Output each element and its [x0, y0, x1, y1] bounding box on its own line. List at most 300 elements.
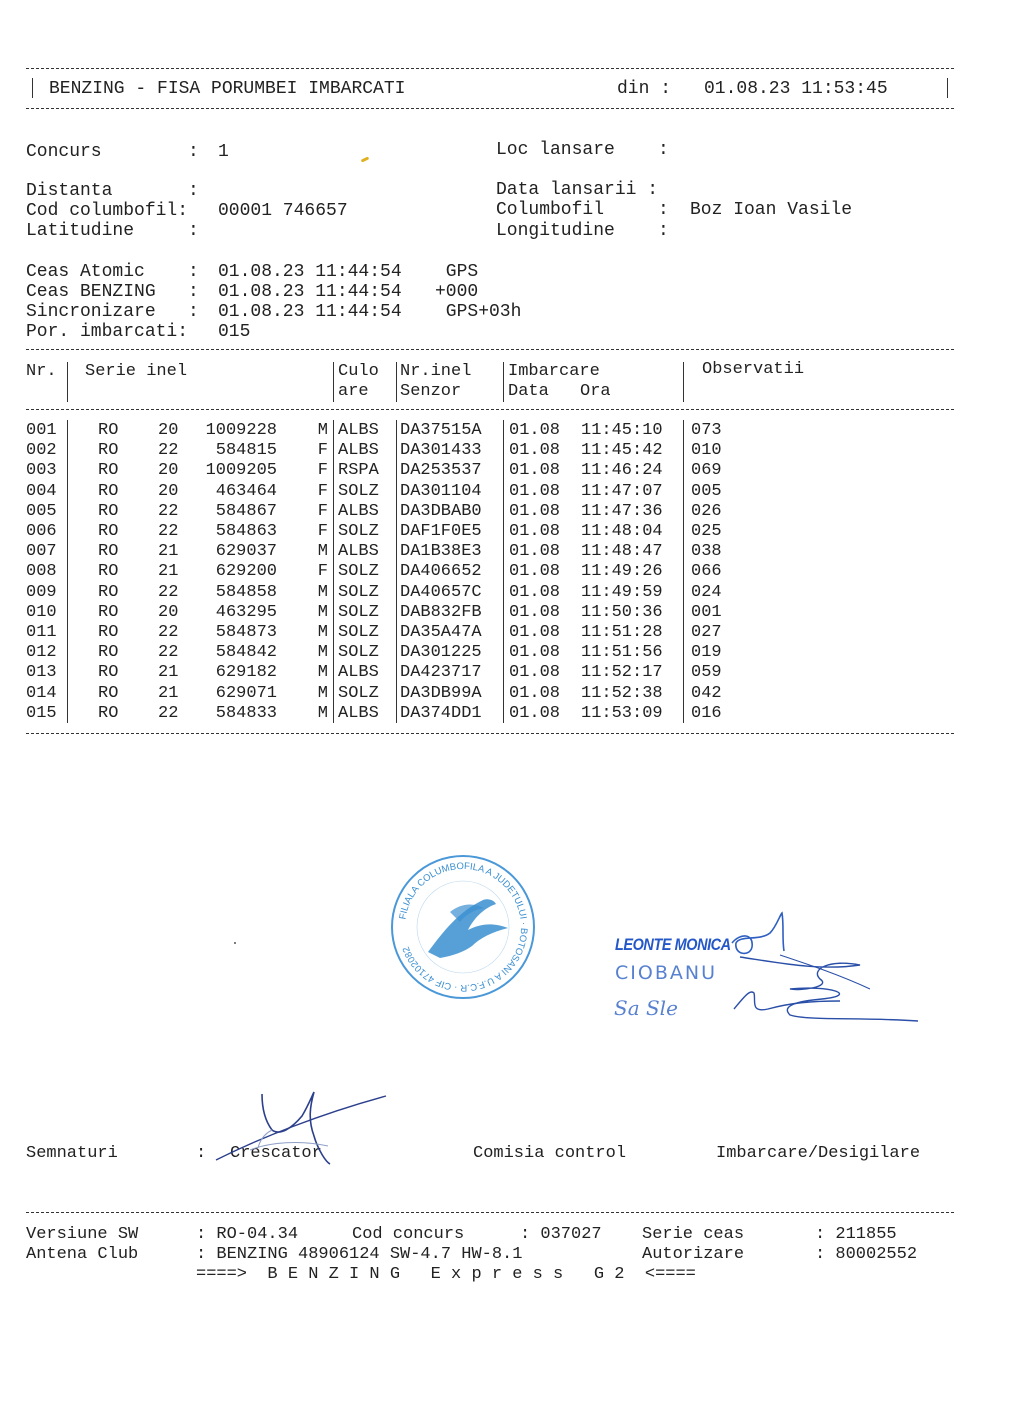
cell-culoare: ALBS: [338, 663, 379, 683]
distanta-label: Distanta :: [26, 181, 199, 201]
column-divider: [503, 622, 504, 643]
cell-sex: M: [317, 663, 328, 683]
cell-an: 22: [158, 501, 179, 521]
sincronizare-suffix: GPS+03h: [435, 302, 522, 322]
cell-senzor: DA37515A: [400, 421, 482, 440]
cell-tara: RO: [98, 522, 119, 541]
column-divider: [333, 521, 334, 542]
header-divider: [67, 362, 68, 402]
cell-obs: 001: [691, 602, 722, 622]
concurs-value: 1: [218, 142, 229, 162]
column-divider: [67, 521, 68, 542]
cell-obs: 010: [691, 441, 722, 461]
cell-inel: 584842: [215, 643, 277, 663]
cell-tara: RO: [98, 501, 119, 521]
col-header-imbarcare: Imbarcare: [508, 362, 600, 381]
cell-sex: F: [317, 562, 328, 582]
column-divider: [683, 642, 684, 663]
cell-an: 20: [158, 602, 179, 622]
column-divider: [333, 561, 334, 582]
concurs-label: Concurs :: [26, 142, 199, 162]
cell-obs: 027: [691, 623, 722, 642]
table-header-rule: [26, 409, 954, 410]
cell-data: 01.08: [509, 522, 561, 541]
cod-columbofil-value: 00001 746657: [218, 201, 348, 221]
cell-obs: 019: [691, 643, 722, 663]
column-divider: [503, 561, 504, 582]
column-divider: [683, 622, 684, 643]
column-divider: [503, 602, 504, 623]
cell-inel: 629200: [215, 562, 277, 582]
antena-club-label: Antena Club: [26, 1245, 139, 1264]
ceas-benzing-value: 01.08.23 11:44:54: [218, 282, 402, 302]
cell-tara: RO: [98, 441, 119, 461]
cell-data: 01.08: [509, 441, 561, 461]
cell-obs: 069: [691, 461, 722, 481]
cell-senzor: DA301225: [400, 643, 482, 663]
column-divider: [683, 460, 684, 481]
cell-nr: 001: [26, 421, 57, 440]
cell-culoare: RSPA: [338, 461, 379, 481]
column-divider: [683, 481, 684, 502]
header-left-border: [32, 78, 33, 98]
column-divider: [67, 703, 68, 724]
cell-sex: M: [317, 582, 328, 602]
cell-tara: RO: [98, 623, 119, 642]
versiune-sw-value: : RO-04.34: [196, 1225, 299, 1244]
column-divider: [503, 541, 504, 562]
columbofil-value: Boz Ioan Vasile: [690, 200, 853, 220]
column-divider: [67, 622, 68, 643]
cell-nr: 006: [26, 522, 57, 541]
cell-data: 01.08: [509, 703, 561, 723]
column-divider: [67, 582, 68, 603]
cell-culoare: SOLZ: [338, 602, 379, 622]
column-divider: [683, 683, 684, 704]
column-divider: [503, 662, 504, 683]
column-divider: [333, 460, 334, 481]
crescator-signature: [210, 1088, 390, 1168]
ceas-benzing-label: Ceas BENZING :: [26, 282, 199, 302]
cell-data: 01.08: [509, 562, 561, 582]
column-divider: [503, 420, 504, 441]
column-divider: [503, 642, 504, 663]
column-divider: [683, 541, 684, 562]
footer-top-rule: [26, 1212, 954, 1213]
cell-data: 01.08: [509, 461, 561, 481]
cell-tara: RO: [98, 542, 119, 562]
commission-signature-scribble: [720, 905, 930, 1030]
imbarcare-desigilare-label: Imbarcare/Desigilare: [716, 1144, 921, 1163]
latitudine-label: Latitudine :: [26, 221, 199, 241]
cell-culoare: ALBS: [338, 421, 379, 440]
header-right-border: [947, 78, 948, 98]
cell-senzor: DA301104: [400, 481, 482, 501]
cell-obs: 059: [691, 663, 722, 683]
cell-tara: RO: [98, 582, 119, 602]
ceas-atomic-label: Ceas Atomic :: [26, 262, 199, 282]
commission-name-stamp: LEONTE MONICA: [615, 935, 731, 954]
cell-sex: M: [317, 683, 328, 703]
cell-senzor: DA406652: [400, 562, 482, 582]
cell-an: 21: [158, 683, 179, 703]
column-divider: [67, 561, 68, 582]
column-divider: [333, 683, 334, 704]
cell-senzor: DA423717: [400, 663, 482, 683]
column-divider: [67, 642, 68, 663]
column-divider: [683, 662, 684, 683]
cell-obs: 038: [691, 542, 722, 562]
sincronizare-label: Sincronizare :: [26, 302, 199, 322]
cell-an: 22: [158, 643, 179, 663]
cell-ora: 11:46:24: [581, 461, 663, 481]
column-divider: [67, 683, 68, 704]
column-divider: [333, 481, 334, 502]
cell-ora: 11:50:36: [581, 602, 663, 622]
sincronizare-value: 01.08.23 11:44:54: [218, 302, 402, 322]
cell-tara: RO: [98, 703, 119, 723]
cell-obs: 066: [691, 562, 722, 582]
cell-an: 20: [158, 461, 179, 481]
cell-culoare: SOLZ: [338, 582, 379, 602]
column-divider: [396, 703, 397, 724]
column-divider: [396, 602, 397, 623]
column-divider: [683, 602, 684, 623]
cell-an: 22: [158, 582, 179, 602]
semnaturi-label: Semnaturi: [26, 1144, 118, 1163]
cell-culoare: SOLZ: [338, 683, 379, 703]
cell-tara: RO: [98, 421, 119, 440]
table-top-rule: [26, 349, 954, 350]
cell-sex: F: [317, 501, 328, 521]
cell-data: 01.08: [509, 481, 561, 501]
cell-tara: RO: [98, 602, 119, 622]
cell-obs: 024: [691, 582, 722, 602]
column-divider: [396, 642, 397, 663]
handwritten-name-1: CIOBANU: [615, 962, 717, 984]
cell-nr: 004: [26, 481, 57, 501]
cell-culoare: SOLZ: [338, 522, 379, 541]
column-divider: [683, 521, 684, 542]
column-divider: [67, 460, 68, 481]
cell-ora: 11:48:47: [581, 542, 663, 562]
cell-nr: 007: [26, 542, 57, 562]
cell-obs: 073: [691, 421, 722, 440]
cell-inel: 1009228: [205, 421, 277, 440]
cell-sex: M: [317, 421, 328, 440]
cell-data: 01.08: [509, 663, 561, 683]
cell-tara: RO: [98, 562, 119, 582]
stamp-ring-text: FILIALA COLUMBOFILA A JUDETULUI · BOTOSANI A U.F.C.R · CIF 47102082: [397, 860, 530, 994]
column-divider: [333, 703, 334, 724]
cell-data: 01.08: [509, 501, 561, 521]
cell-nr: 012: [26, 643, 57, 663]
cell-data: 01.08: [509, 683, 561, 703]
por-imbarcati-label: Por. imbarcati:: [26, 322, 189, 342]
cell-senzor: DA40657C: [400, 582, 482, 602]
cell-inel: 463464: [215, 481, 277, 501]
cell-culoare: ALBS: [338, 501, 379, 521]
cell-obs: 016: [691, 703, 722, 723]
cell-sex: M: [317, 542, 328, 562]
cell-tara: RO: [98, 461, 119, 481]
cell-culoare: ALBS: [338, 542, 379, 562]
cell-obs: 005: [691, 481, 722, 501]
header-divider: [683, 362, 684, 402]
column-divider: [333, 541, 334, 562]
header-din-label: din :: [617, 79, 672, 99]
serie-ceas-label: Serie ceas: [642, 1225, 745, 1244]
column-divider: [333, 662, 334, 683]
header-print-datetime: 01.08.23 11:53:45: [704, 79, 888, 99]
column-divider: [396, 501, 397, 522]
cell-inel: 463295: [215, 602, 277, 622]
column-divider: [503, 703, 504, 724]
header-top-rule: [26, 68, 954, 69]
cell-culoare: ALBS: [338, 441, 379, 461]
col-header-culoare-2: are: [338, 382, 369, 401]
cod-concurs-value: : 037027: [520, 1225, 602, 1244]
header-divider: [396, 362, 397, 402]
cell-ora: 11:48:04: [581, 522, 663, 541]
cell-sex: M: [317, 623, 328, 642]
cell-tara: RO: [98, 683, 119, 703]
cell-culoare: SOLZ: [338, 481, 379, 501]
cell-tara: RO: [98, 663, 119, 683]
club-stamp: [388, 852, 538, 1002]
column-divider: [333, 582, 334, 603]
cell-ora: 11:47:36: [581, 501, 663, 521]
cod-concurs-label: Cod concurs: [352, 1225, 465, 1244]
yellow-mark: [361, 156, 370, 162]
column-divider: [683, 582, 684, 603]
cell-nr: 008: [26, 562, 57, 582]
column-divider: [333, 440, 334, 461]
column-divider: [503, 501, 504, 522]
col-header-ora: Ora: [580, 382, 611, 401]
col-header-observatii: Observatii: [702, 360, 805, 379]
autorizare-value: : 80002552: [815, 1245, 918, 1264]
col-header-serie: Serie inel: [85, 362, 188, 381]
column-divider: [67, 501, 68, 522]
column-divider: [503, 440, 504, 461]
header-bottom-rule: [26, 108, 954, 109]
cell-ora: 11:49:59: [581, 582, 663, 602]
cell-senzor: DA301433: [400, 441, 482, 461]
cell-nr: 009: [26, 582, 57, 602]
cell-inel: 584873: [215, 623, 277, 642]
cell-inel: 584863: [215, 522, 277, 541]
cod-columbofil-label: Cod columbofil:: [26, 201, 189, 221]
cell-senzor: DAB832FB: [400, 602, 482, 622]
column-divider: [396, 561, 397, 582]
column-divider: [503, 460, 504, 481]
cell-sex: F: [317, 522, 328, 541]
cell-ora: 11:51:56: [581, 643, 663, 663]
document-title: BENZING - FISA PORUMBEI IMBARCATI: [49, 79, 406, 99]
cell-inel: 1009205: [205, 461, 277, 481]
ceas-atomic-value: 01.08.23 11:44:54: [218, 262, 402, 282]
col-header-senzor-1: Nr.inel: [400, 362, 472, 381]
cell-an: 22: [158, 441, 179, 461]
cell-data: 01.08: [509, 421, 561, 440]
header-divider: [333, 362, 334, 402]
cell-ora: 11:52:38: [581, 683, 663, 703]
cell-sex: M: [317, 602, 328, 622]
col-header-culoare-1: Culo: [338, 362, 379, 381]
table-bottom-rule: [26, 733, 954, 734]
cell-sex: F: [317, 461, 328, 481]
longitudine-label: Longitudine :: [496, 221, 669, 241]
cell-inel: 629071: [215, 683, 277, 703]
data-lansarii-label: Data lansarii :: [496, 180, 659, 200]
column-divider: [67, 662, 68, 683]
crescator-label: Crescator: [230, 1144, 322, 1163]
cell-nr: 010: [26, 602, 57, 622]
ceas-benzing-suffix: +000: [435, 282, 479, 302]
col-header-data: Data: [508, 382, 549, 401]
column-divider: [503, 683, 504, 704]
column-divider: [67, 440, 68, 461]
versiune-sw-label: Versiune SW: [26, 1225, 139, 1244]
column-divider: [333, 622, 334, 643]
column-divider: [333, 501, 334, 522]
cell-an: 22: [158, 623, 179, 642]
column-divider: [333, 420, 334, 441]
cell-data: 01.08: [509, 623, 561, 642]
stamp-graphic: [388, 852, 538, 1002]
cell-culoare: ALBS: [338, 703, 379, 723]
cell-nr: 013: [26, 663, 57, 683]
column-divider: [333, 602, 334, 623]
cell-an: 21: [158, 562, 179, 582]
cell-ora: 11:52:17: [581, 663, 663, 683]
column-divider: [396, 420, 397, 441]
column-divider: [683, 703, 684, 724]
ceas-atomic-suffix: GPS: [435, 262, 479, 282]
cell-culoare: SOLZ: [338, 623, 379, 642]
cell-tara: RO: [98, 481, 119, 501]
cell-an: 20: [158, 481, 179, 501]
cell-nr: 003: [26, 461, 57, 481]
column-divider: [396, 662, 397, 683]
column-divider: [683, 501, 684, 522]
column-divider: [333, 642, 334, 663]
pigeon-icon: [428, 899, 508, 958]
cell-sex: F: [317, 481, 328, 501]
cell-data: 01.08: [509, 542, 561, 562]
cell-senzor: DAF1F0E5: [400, 522, 482, 541]
cell-nr: 005: [26, 501, 57, 521]
column-divider: [503, 481, 504, 502]
col-header-nr: Nr.: [26, 362, 57, 381]
column-divider: [396, 622, 397, 643]
cell-senzor: DA35A47A: [400, 623, 482, 642]
cell-obs: 042: [691, 683, 722, 703]
cell-senzor: DA1B38E3: [400, 542, 482, 562]
por-imbarcati-value: 015: [218, 322, 251, 342]
cell-ora: 11:47:07: [581, 481, 663, 501]
cell-tara: RO: [98, 643, 119, 663]
cell-nr: 014: [26, 683, 57, 703]
columbofil-label: Columbofil :: [496, 200, 669, 220]
comisia-control-label: Comisia control: [473, 1144, 627, 1163]
cell-an: 21: [158, 663, 179, 683]
column-divider: [396, 683, 397, 704]
column-divider: [396, 460, 397, 481]
cell-ora: 11:51:28: [581, 623, 663, 642]
column-divider: [683, 561, 684, 582]
cell-data: 01.08: [509, 602, 561, 622]
column-divider: [67, 420, 68, 441]
header-divider: [503, 362, 504, 402]
cell-ora: 11:45:42: [581, 441, 663, 461]
handwritten-name-2: Sa Sle: [614, 996, 678, 1020]
cell-inel: 584858: [215, 582, 277, 602]
cell-sex: F: [317, 441, 328, 461]
loc-lansare-label: Loc lansare :: [496, 140, 669, 160]
column-divider: [67, 602, 68, 623]
cell-senzor: DA374DD1: [400, 703, 482, 723]
column-divider: [396, 582, 397, 603]
cell-inel: 584867: [215, 501, 277, 521]
cell-obs: 026: [691, 501, 722, 521]
serie-ceas-value: : 211855: [815, 1225, 897, 1244]
cell-culoare: SOLZ: [338, 562, 379, 582]
cell-an: 20: [158, 421, 179, 440]
antena-club-value: : BENZING 48906124 SW-4.7 HW-8.1: [196, 1245, 523, 1264]
cell-nr: 011: [26, 623, 57, 642]
semnaturi-colon: :: [196, 1144, 207, 1163]
column-divider: [503, 582, 504, 603]
column-divider: [396, 481, 397, 502]
cell-ora: 11:45:10: [581, 421, 663, 440]
cell-senzor: DA3DBAB0: [400, 501, 482, 521]
column-divider: [67, 541, 68, 562]
cell-obs: 025: [691, 522, 722, 541]
cell-an: 21: [158, 542, 179, 562]
dot-mark: [234, 942, 236, 944]
cell-nr: 002: [26, 441, 57, 461]
cell-sex: M: [317, 643, 328, 663]
column-divider: [396, 440, 397, 461]
cell-inel: 629037: [215, 542, 277, 562]
column-divider: [396, 541, 397, 562]
col-header-senzor-2: Senzor: [400, 382, 462, 401]
cell-ora: 11:53:09: [581, 703, 663, 723]
cell-ora: 11:49:26: [581, 562, 663, 582]
cell-culoare: SOLZ: [338, 643, 379, 663]
benzing-express-banner: ====> B E N Z I N G E x p r e s s G 2 <====: [196, 1265, 696, 1284]
cell-data: 01.08: [509, 643, 561, 663]
column-divider: [683, 440, 684, 461]
cell-senzor: DA3DB99A: [400, 683, 482, 703]
cell-senzor: DA253537: [400, 461, 482, 481]
column-divider: [67, 481, 68, 502]
column-divider: [503, 521, 504, 542]
cell-inel: 584833: [215, 703, 277, 723]
autorizare-label: Autorizare: [642, 1245, 745, 1264]
cell-nr: 015: [26, 703, 57, 723]
cell-inel: 629182: [215, 663, 277, 683]
cell-sex: M: [317, 703, 328, 723]
cell-data: 01.08: [509, 582, 561, 602]
column-divider: [396, 521, 397, 542]
cell-an: 22: [158, 703, 179, 723]
cell-an: 22: [158, 522, 179, 541]
column-divider: [683, 420, 684, 441]
cell-inel: 584815: [215, 441, 277, 461]
